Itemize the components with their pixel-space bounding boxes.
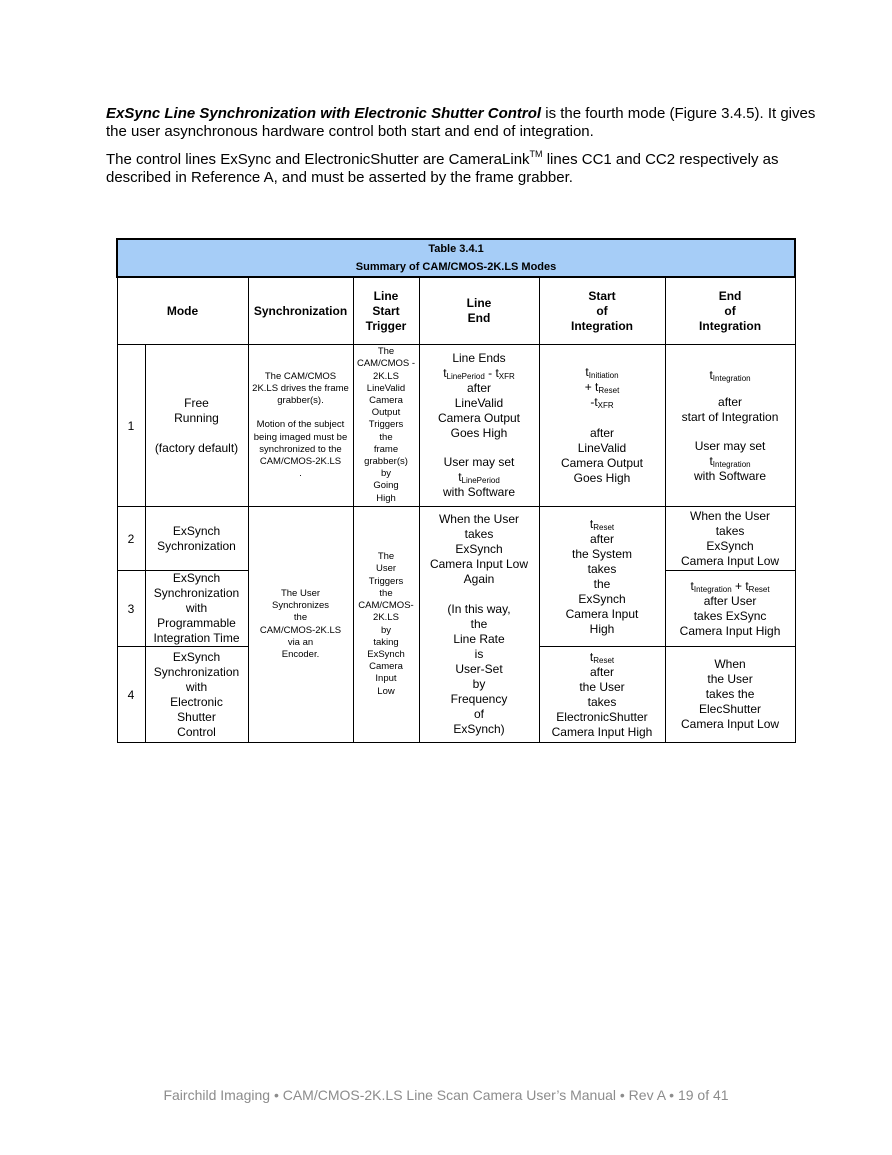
intro-paragraph-1 [106, 105, 818, 141]
spacer [251, 407, 351, 419]
merged-si-line: takes [587, 561, 617, 576]
subscript: Reset [593, 522, 615, 532]
row-3-mode [145, 571, 248, 647]
row-4-si-line: the User [579, 679, 625, 694]
row-4-mode-line: Electronic [170, 694, 223, 709]
header-line-start-3: Trigger [365, 318, 407, 333]
row-1-si-line: Camera Output [560, 456, 644, 470]
row-3-mode-line: Programmable [157, 616, 236, 630]
table-caption: Summary of CAM/CMOS-2K.LS Modes [355, 261, 557, 273]
intro-paragraph-2 [106, 151, 818, 187]
row-1-lst-line: grabber(s) [364, 456, 408, 467]
header-mode: Mode [117, 277, 248, 345]
row-1-lst-line: by [380, 468, 392, 480]
merged-si-line: Camera Input [565, 606, 639, 621]
row-1-sync-line: Motion of the subject [256, 419, 345, 431]
intro-paragraph-2-text-b: lines CC1 and CC2 respectively as described in Reference A, and must be asserted by the frame grabber. [106, 151, 779, 186]
operator: + t [584, 380, 599, 394]
subscript: XFR [597, 401, 614, 410]
row-1-synchronization [248, 345, 353, 507]
merged-lst-line: Camera [369, 661, 403, 673]
mode-name-bold: ExSync Line Synchronization with Electronic Shutter Control [106, 105, 542, 122]
merged-le-line: (In this way, [447, 602, 511, 616]
row-1-si-formula-3 [542, 395, 663, 410]
row-3-mode-line: with [185, 601, 208, 615]
merged-lst-line: Low [377, 685, 395, 697]
t-symbol: t [589, 516, 594, 531]
t-symbol: t [585, 365, 589, 379]
row-1-lst-line: Camera [369, 394, 403, 406]
spacer [668, 383, 793, 395]
intro-paragraph-1-text: is the fourth mode (Figure 3.4.5). It gives the user asynchronous hardware control both start and end of integration. [106, 105, 816, 140]
page-footer: Fairchild Imaging • CAM/CMOS-2K.LS Line Scan Camera User’s Manual • Rev A • 19 of 41 [163, 1087, 729, 1103]
header-synchronization: Synchronization [248, 277, 353, 345]
row-1-sync-line: The CAM/CMOS [264, 370, 337, 382]
modes-summary-table [116, 238, 796, 743]
row-1-sync-line: . [299, 468, 302, 480]
row-1-ei-line: User may set [694, 438, 766, 453]
merged-lst-line: CAM/CMOS- [358, 600, 414, 612]
subscript: Reset [593, 655, 615, 665]
row-4-end-of-integration [665, 647, 795, 743]
merged-lst-line: 2K.LS [373, 612, 399, 624]
row-2-mode [145, 507, 248, 571]
t-symbol: t [443, 366, 447, 380]
row-4-mode-line: Synchronization [153, 664, 240, 679]
row-1-sync-line: CAM/CMOS-2K.LS [259, 455, 342, 467]
row-1-le-line: User may set [443, 455, 515, 469]
header-end-int-3: Integration [699, 318, 762, 333]
row-4-ei-line: When [714, 657, 746, 671]
merged-le-line: Camera Input Low [429, 557, 529, 571]
row-4-ei-line: Camera Input Low [681, 717, 780, 731]
row-1-si-line: LineValid [577, 441, 627, 455]
rows-2-4-line-end [419, 507, 539, 743]
row-4-si-line: Camera Input High [551, 724, 653, 739]
row-4-ei-line: the User [707, 672, 753, 686]
row-4-si-line: ElectronicShutter [556, 709, 648, 724]
merged-le-line: Again [463, 572, 495, 586]
merged-le-line: the [470, 617, 488, 631]
row-1-lst-line: High [376, 492, 396, 504]
row-3-end-of-integration [665, 571, 795, 647]
merged-sync-line: the [293, 612, 308, 624]
row-2-mode-line: Sychronization [157, 538, 236, 553]
row-1-start-of-integration [539, 345, 665, 507]
row-4-mode-line: Shutter [177, 709, 216, 724]
subscript: Integration [693, 584, 732, 594]
merged-si-formula [542, 517, 663, 532]
row-1-le-line: Goes High [450, 426, 508, 440]
row-2-end-of-integration [665, 507, 795, 571]
subscript: LinePeriod [446, 372, 485, 381]
t-symbol: t [709, 453, 713, 468]
header-start-int-2: of [596, 303, 608, 318]
row-1-end-of-integration [665, 345, 795, 507]
merged-le-line: by [472, 677, 486, 691]
row-4-ei-line: ElecShutter [699, 702, 762, 716]
merged-lst-line: the [379, 587, 393, 599]
merged-si-line: High [589, 621, 615, 636]
header-line-end-2: End [467, 311, 491, 325]
merged-si-line: the System [571, 546, 633, 561]
subscript: Integration [712, 459, 751, 469]
operator: + t [731, 578, 749, 593]
row-1-le-line: Line Ends [452, 351, 506, 365]
row-1-le-formula-2 [422, 470, 537, 485]
merged-si-line: ExSynch [578, 591, 626, 606]
merged-le-line: Frequency [450, 692, 508, 706]
row-4-mode-line: with [185, 679, 208, 694]
row-1-ei-line: start of Integration [681, 409, 779, 424]
rows-2-3-start-of-integration [539, 507, 665, 647]
row-1-sync-line: 2K.LS drives the frame [252, 382, 349, 394]
row-2-ei-line: takes [715, 523, 745, 538]
spacer [422, 441, 537, 455]
row-1-lst-line: the [379, 431, 393, 443]
row-3-ei-line: takes ExSync [693, 608, 767, 623]
merged-sync-line: Encoder. [281, 648, 320, 660]
row-2-ei-line: ExSynch [706, 538, 754, 553]
row-1-lst-line: Output [371, 407, 401, 419]
rows-2-4-line-start-trigger [353, 507, 419, 743]
subscript: Initiation [588, 371, 619, 380]
row-1-lst-line: frame [373, 443, 399, 455]
subscript: Reset [748, 584, 770, 594]
row-3-number: 3 [117, 571, 145, 647]
row-1-sync-line: being imaged must be [253, 431, 348, 443]
row-4-mode [145, 647, 248, 743]
t-symbol: t [458, 470, 462, 484]
merged-le-line: of [473, 707, 484, 721]
intro-paragraph-2-text-a: The control lines ExSync and ElectronicShutter are CameraLink [106, 151, 530, 168]
merged-le-line: is [474, 647, 484, 661]
merged-lst-line: Input [375, 673, 397, 685]
row-2-mode-line: ExSynch [172, 523, 221, 538]
row-4-number: 4 [117, 647, 145, 743]
t-symbol: t [709, 367, 713, 382]
subscript: Reset [598, 386, 620, 395]
row-4-ei-line: takes the [705, 687, 755, 701]
merged-lst-line: taking [373, 636, 399, 648]
operator: -t [590, 395, 598, 409]
merged-sync-line: via an [287, 636, 314, 648]
spacer [542, 410, 663, 426]
row-1-si-formula-1 [542, 365, 663, 380]
row-4-si-formula [542, 650, 663, 665]
row-1-lst-line: The [377, 346, 395, 358]
header-end-int-1: End [718, 288, 742, 303]
row-1-le-formula [422, 366, 537, 381]
t-symbol: t [589, 649, 594, 664]
header-line-start-2: Start [372, 303, 400, 318]
spacer [668, 425, 793, 439]
row-1-si-formula-2 [542, 380, 663, 395]
header-line-start-trigger [353, 277, 419, 345]
merged-sync-line: CAM/CMOS-2K.LS [259, 624, 342, 636]
row-3-mode-line: Integration Time [153, 631, 240, 645]
row-4-start-of-integration [539, 647, 665, 743]
row-1-lst-line: LineValid [366, 382, 406, 394]
row-3-mode-line: Synchronization [153, 586, 240, 600]
merged-le-line: takes [464, 527, 494, 541]
header-end-of-integration [665, 277, 795, 345]
merged-si-line: the [593, 576, 611, 591]
row-1-si-line: Goes High [573, 471, 631, 485]
t-symbol: t [690, 578, 694, 593]
merged-sync-line: Synchronizes [271, 600, 330, 612]
header-end-int-2: of [724, 303, 736, 318]
merged-sync-line: The User [280, 587, 321, 599]
row-4-mode-line: ExSynch [172, 649, 221, 664]
row-1-ei-line: after [718, 394, 743, 409]
header-line-start-1: Line [373, 288, 399, 303]
row-1-line-start-trigger [353, 345, 419, 507]
spacer [422, 587, 537, 602]
subscript: XFR [498, 372, 515, 381]
row-2-ei-line: When the User [690, 508, 771, 523]
row-3-ei-formula [668, 579, 793, 594]
row-1-lst-line: Triggers [368, 419, 404, 431]
row-1-mode-line: Running [174, 410, 219, 425]
subscript: LinePeriod [461, 476, 500, 485]
row-3-ei-line: after User [703, 593, 757, 608]
row-1-ei-formula-2 [668, 454, 793, 469]
row-4-si-line: takes [587, 694, 617, 709]
table-number: Table 3.4.1 [428, 243, 484, 255]
operator: - t [484, 366, 499, 380]
row-1-mode-line: (factory default) [154, 440, 239, 455]
row-3-ei-line: Camera Input High [679, 623, 781, 638]
row-1-lst-line: CAM/CMOS - [356, 358, 416, 370]
row-1-mode-line: Free [184, 395, 209, 410]
header-start-of-integration [539, 277, 665, 345]
merged-lst-line: Triggers [368, 575, 404, 587]
merged-le-line: ExSynch [455, 542, 503, 556]
row-1-le-line: LineValid [454, 396, 504, 410]
row-2-number: 2 [117, 507, 145, 571]
merged-le-line: ExSynch) [453, 722, 505, 736]
merged-si-line: after [589, 531, 614, 546]
row-1-sync-line: synchronized to the [259, 443, 342, 455]
row-1-mode [145, 345, 248, 507]
row-1-lst-line: 2K.LS [373, 370, 399, 382]
row-1-le-line: after [466, 381, 491, 395]
row-1-ei-line: with Software [694, 468, 767, 483]
table-title [117, 239, 795, 277]
header-line-end-1: Line [466, 296, 492, 310]
spacer [148, 426, 246, 441]
merged-le-line: Line Rate [453, 632, 505, 646]
merged-lst-line: by [380, 624, 392, 636]
merged-lst-line: The [377, 551, 395, 563]
trademark-superscript: TM [529, 149, 543, 159]
rows-2-4-synchronization [248, 507, 353, 743]
row-1-le-line: Camera Output [437, 411, 521, 425]
row-4-mode-line: Control [177, 724, 216, 739]
row-1-ei-formula-1 [668, 368, 793, 383]
row-1-lst-line: Going [373, 480, 399, 492]
row-4-si-line: after [589, 664, 614, 679]
merged-le-line: User-Set [455, 662, 503, 676]
row-1-le-line: with Software [442, 485, 516, 499]
row-3-mode-line: ExSynch [172, 571, 221, 585]
merged-lst-line: ExSynch [367, 648, 405, 660]
row-1-line-end [419, 345, 539, 507]
header-line-end [419, 277, 539, 345]
row-1-sync-line: grabber(s). [277, 395, 324, 407]
header-start-int-1: Start [588, 288, 616, 303]
row-1-si-line: after [589, 426, 614, 440]
header-start-int-3: Integration [571, 318, 633, 333]
subscript: Integration [712, 373, 751, 383]
merged-lst-line: User [375, 563, 397, 575]
row-2-ei-line: Camera Input Low [681, 553, 780, 568]
row-1-number: 1 [117, 345, 145, 507]
merged-le-line: When the User [438, 512, 520, 526]
